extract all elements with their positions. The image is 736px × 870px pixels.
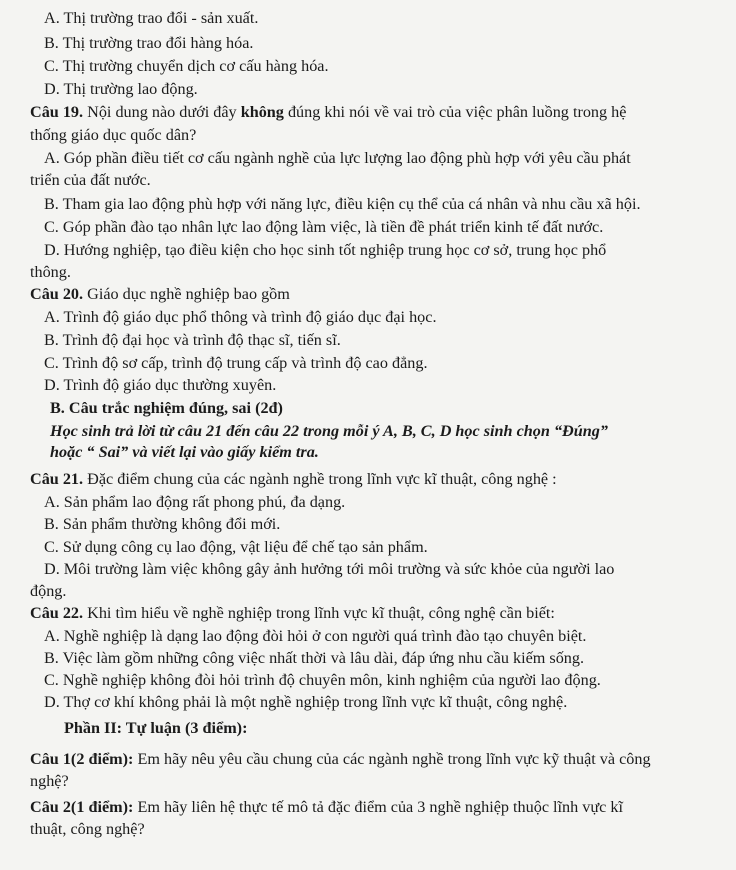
q19-option-d-cont: thông. — [30, 263, 71, 281]
q18-option-a: A. Thị trường trao đổi - sản xuất. — [44, 9, 259, 27]
q19-option-a-cont: triển của đất nước. — [30, 171, 151, 189]
q21-option-d: D. Môi trường làm việc không gây ảnh hưởng tới môi trường và sức khỏe của người lao — [44, 560, 615, 578]
q22-option-b: B. Việc làm gồm những công việc nhất thời và lâu dài, đáp ứng nhu cầu kiếm sống. — [44, 649, 585, 667]
q20-label: Câu 20. — [30, 285, 84, 303]
q19-option-b: B. Tham gia lao động phù hợp với năng lực, điều kiện cụ thể của cá nhân và nhu cầu xã hội. — [44, 195, 641, 213]
q22-stem: Câu 22. Khi tìm hiểu về nghề nghiệp trong lĩnh vực kĩ thuật, công nghệ cần biết: — [30, 604, 555, 622]
q21-option-b: B. Sản phẩm thường không đổi mới. — [44, 515, 281, 533]
part2-title: Phần II: Tự luận (3 điểm): — [64, 719, 248, 737]
q18-option-c: C. Thị trường chuyển dịch cơ cấu hàng hóa. — [44, 57, 329, 75]
q21-label: Câu 21. — [30, 470, 84, 488]
q21-option-d-cont: động. — [30, 582, 67, 600]
q21-option-c: C. Sử dụng công cụ lao động, vật liệu để chế tạo sản phẩm. — [44, 538, 428, 556]
q19-option-a: A. Góp phần điều tiết cơ cấu ngành nghề của lực lượng lao động phù hợp với yêu cầu phát — [44, 149, 631, 167]
q22-option-d: D. Thợ cơ khí không phải là một nghề nghiệp trong lĩnh vực kĩ thuật, công nghệ. — [44, 693, 568, 711]
essay-q2-cont: thuật, công nghệ? — [30, 820, 145, 838]
q22-option-c: C. Nghề nghiệp không đòi hỏi trình độ chuyên môn, kinh nghiệm của người lao động. — [44, 671, 601, 689]
essay-q2: Câu 2(1 điểm): Em hãy liên hệ thực tế mô tả đặc điểm của 3 nghề nghiệp thuộc lĩnh vực kĩ — [30, 798, 623, 816]
q20-option-a: A. Trình độ giáo dục phổ thông và trình độ giáo dục đại học. — [44, 308, 437, 326]
q21-option-a: A. Sản phẩm lao động rất phong phú, đa dạng. — [44, 493, 346, 511]
essay-q1-label: Câu 1(2 điểm): — [30, 750, 134, 768]
q22-label: Câu 22. — [30, 604, 84, 622]
q18-option-b: B. Thị trường trao đổi hàng hóa. — [44, 34, 254, 52]
q20-stem: Câu 20. Giáo dục nghề nghiệp bao gồm — [30, 285, 290, 303]
essay-q1-cont: nghệ? — [30, 772, 69, 790]
q19-option-d: D. Hướng nghiệp, tạo điều kiện cho học sinh tốt nghiệp trung học cơ sở, trung học phổ — [44, 241, 607, 259]
section-b-instruction: Học sinh trả lời từ câu 21 đến câu 22 trong mỗi ý A, B, C, D học sinh chọn “Đúng” — [50, 422, 608, 440]
q19-label: Câu 19. — [30, 103, 84, 121]
q19-emphasis: không — [240, 103, 284, 121]
q20-option-c: C. Trình độ sơ cấp, trình độ trung cấp và trình độ cao đẳng. — [44, 354, 428, 372]
q19-stem-cont: thống giáo dục quốc dân? — [30, 126, 197, 144]
q18-option-d: D. Thị trường lao động. — [44, 80, 198, 98]
q20-option-b: B. Trình độ đại học và trình độ thạc sĩ, tiến sĩ. — [44, 331, 341, 349]
q19-stem: Câu 19. Nội dung nào dưới đây không đúng khi nói về vai trò của việc phân luồng trong hệ — [30, 103, 627, 121]
q21-stem: Câu 21. Đặc điểm chung của các ngành nghề trong lĩnh vực kĩ thuật, công nghệ : — [30, 470, 557, 488]
section-b-instruction-cont: hoặc “ Sai” và viết lại vào giấy kiểm tra. — [50, 443, 319, 461]
q22-option-a: A. Nghề nghiệp là dạng lao động đòi hỏi ở con người quá trình đào tạo chuyên biệt. — [44, 627, 587, 645]
q20-option-d: D. Trình độ giáo dục thường xuyên. — [44, 376, 277, 394]
essay-q1: Câu 1(2 điểm): Em hãy nêu yêu cầu chung của các ngành nghề trong lĩnh vực kỹ thuật và công — [30, 750, 651, 768]
section-b-title: B. Câu trắc nghiệm đúng, sai (2đ) — [50, 399, 283, 417]
essay-q2-label: Câu 2(1 điểm): — [30, 798, 134, 816]
q19-option-c: C. Góp phần đào tạo nhân lực lao động làm việc, là tiền đề phát triển kinh tế đất nước. — [44, 218, 604, 236]
